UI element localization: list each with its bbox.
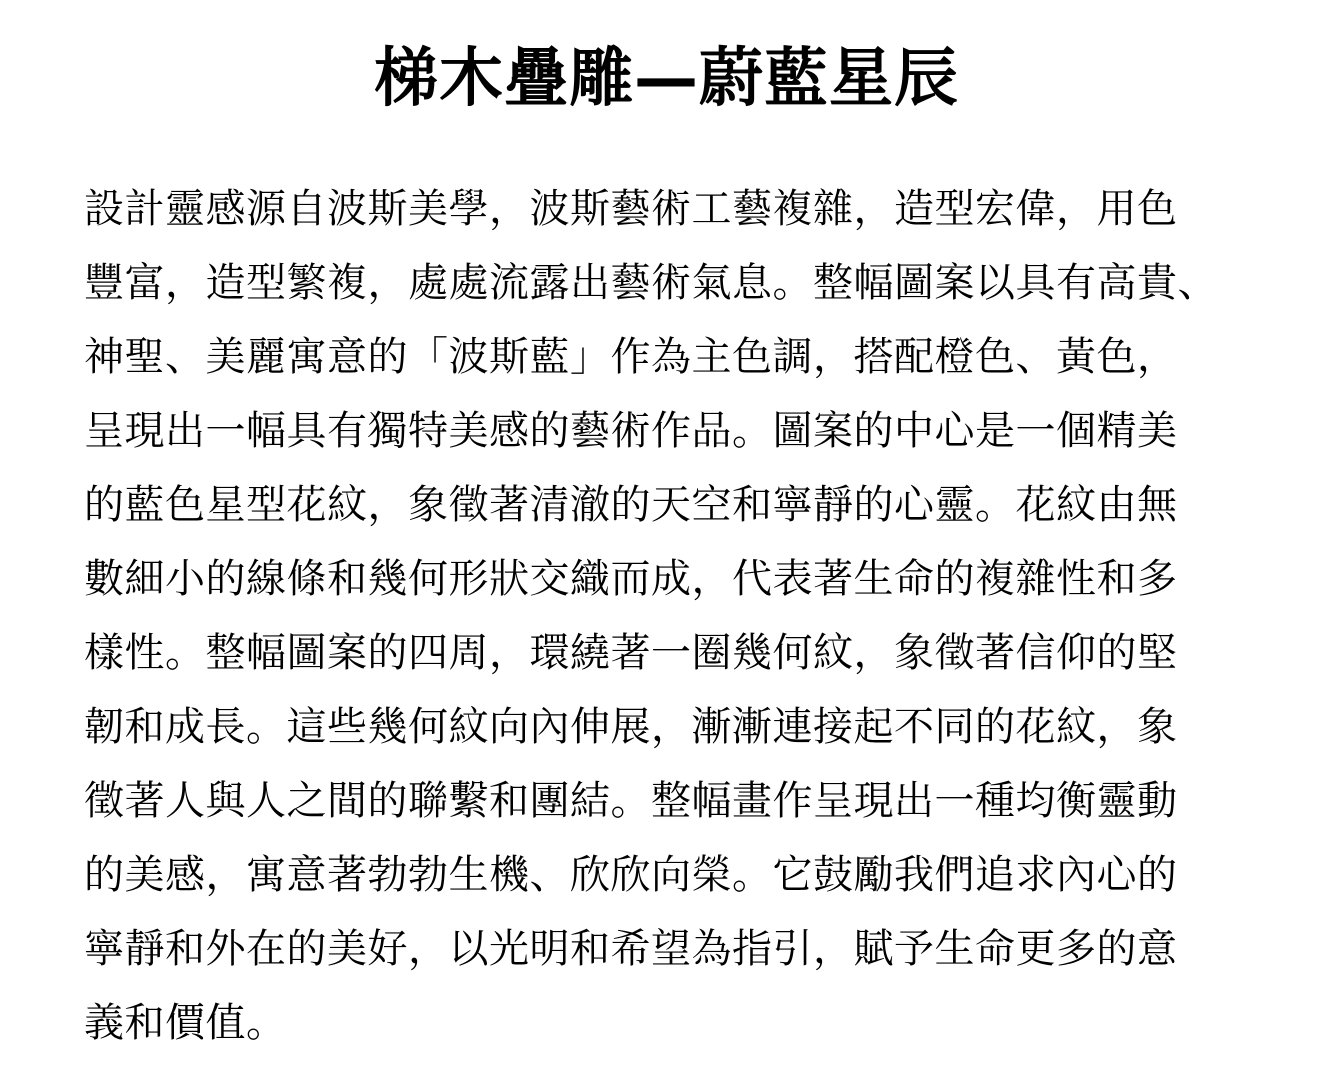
- paragraph-line: 義和價值。: [84, 1000, 287, 1046]
- paragraph-line: 徵著人與人之間的聯繫和團結。整幅畫作呈現出一種均衡靈動: [84, 778, 1178, 824]
- paragraph-line: 數細小的線條和幾何形狀交織而成，代表著生命的複雜性和多: [84, 556, 1178, 602]
- paragraph-line: 樣性。整幅圖案的四周，環繞著一圈幾何紋，象徵著信仰的堅: [84, 630, 1178, 676]
- description-paragraph: [84, 172, 1254, 1060]
- paragraph-line: 韌和成長。這些幾何紋向內伸展，漸漸連接起不同的花紋，象: [84, 704, 1178, 750]
- paragraph-line: 神聖、美麗寓意的「波斯藍」作為主色調，搭配橙色、黃色，: [84, 334, 1178, 380]
- paragraph-line: 的藍色星型花紋，象徵著清澈的天空和寧靜的心靈。花紋由無: [84, 482, 1178, 528]
- paragraph-line: 呈現出一幅具有獨特美感的藝術作品。圖案的中心是一個精美: [84, 408, 1178, 454]
- paragraph-line: 寧靜和外在的美好，以光明和希望為指引，賦予生命更多的意: [84, 926, 1178, 972]
- paragraph-line: 豐富，造型繁複，處處流露出藝術氣息。整幅圖案以具有高貴、: [84, 260, 1218, 306]
- paragraph-line: 設計靈感源自波斯美學，波斯藝術工藝複雜，造型宏偉，用色: [84, 186, 1178, 232]
- document-title: 梯木疊雕—蔚藍星辰: [374, 42, 959, 116]
- paragraph-line: 的美感，寓意著勃勃生機、欣欣向榮。它鼓勵我們追求內心的: [84, 852, 1178, 898]
